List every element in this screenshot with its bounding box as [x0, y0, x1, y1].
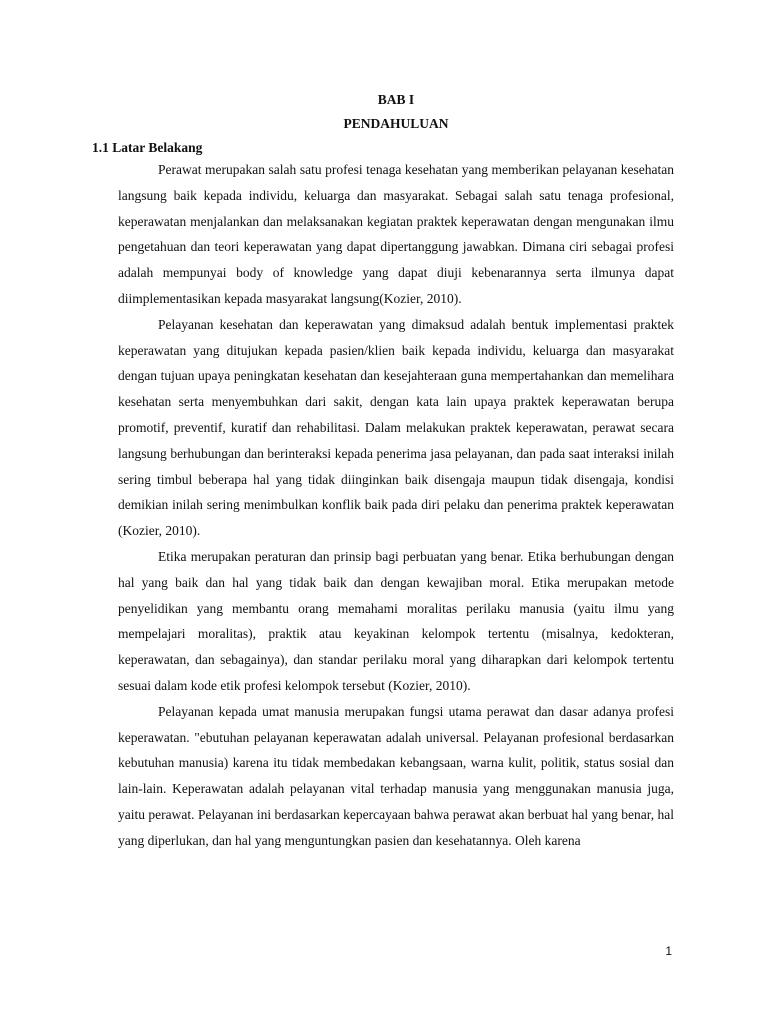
body-text — [118, 157, 674, 854]
paragraph-2: Pelayanan kesehatan dan keperawatan yang dimaksud adalah bentuk implementasi praktek keperawatan yang ditujukan kepada pasien/klien baik kepada individu, keluarga dan masyarakat dengan tujuan upaya peningkatan kesehatan dan kesejahteraan guna mempertahankan dan memelihara kesehatan serta menyembuhkan dari sakit, dengan kata lain upaya praktek keperawatan berupa promotif, preventif, kuratif dan rehabilitasi. Dalam melakukan praktek keperawatan, perawat secara langsung berhubungan dan berinteraksi kepada penerima jasa pelayanan, dan pada saat interaksi inilah sering timbul beberapa hal yang tidak diinginkan baik disengaja maupun tidak disengaja, kondisi demikian inilah sering menimbulkan konflik baik pada diri pelaku dan penerima praktek keperawatan (Kozier, 2010). — [118, 316, 674, 539]
section-heading: 1.1 Latar Belakang — [92, 140, 203, 155]
paragraph-4: Pelayanan kepada umat manusia merupakan fungsi utama perawat dan dasar adanya profesi keperawatan. "ebutuhan pelayanan keperawatan adalah universal. Pelayanan profesional berdasarkan kebutuhan manusia) karena itu tidak membedakan kebangsaan, warna kulit, politik, status sosial dan lain-lain. Keperawatan adalah pelayanan vital terhadap manusia yang menggunakan manusia juga, yaitu perawat. Pelayanan ini berdasarkan kepercayaan bahwa perawat akan berbuat hal yang benar, hal yang diperlukan, dan hal yang menguntungkan pasien dan kesehatannya. Oleh karena — [118, 703, 674, 848]
chapter-number: BAB I — [377, 92, 415, 107]
paragraph-1: Perawat merupakan salah satu profesi tenaga kesehatan yang memberikan pelayanan kesehatan langsung baik kepada individu, keluarga dan masyarakat. Sebagai salah satu tenaga profesional, keperawatan menjalankan dan melaksanakan kegiatan praktek keperawatan dengan mengunakan ilmu pengetahuan dan teori keperawatan yang dapat dipertanggung jawabkan. Dimana ciri sebagai profesi adalah mempunyai body of knowledge yang dapat diuji kebenarannya serta ilmunya dapat diimplementasikan kepada masyarakat langsung(Kozier, 2010). — [118, 162, 674, 306]
chapter-title: PENDAHULUAN — [343, 116, 449, 131]
page-number: 1 — [665, 944, 672, 958]
paragraph-3: Etika merupakan peraturan dan prinsip bagi perbuatan yang benar. Etika berhubungan dengan hal yang baik dan hal yang tidak baik dan dengan kewajiban moral. Etika merupakan metode penyelidikan yang membantu orang memahami moralitas perilaku manusia (yaitu ilmu yang mempelajari moralitas), praktik atau keyakinan kelompok tertentu (misalnya, kedokteran, keperawatan, dan sebagainya), dan standar perilaku moral yang diharapkan dari kelompok tertentu sesuai dalam kode etik profesi kelompok tersebut (Kozier, 2010). — [118, 548, 674, 693]
